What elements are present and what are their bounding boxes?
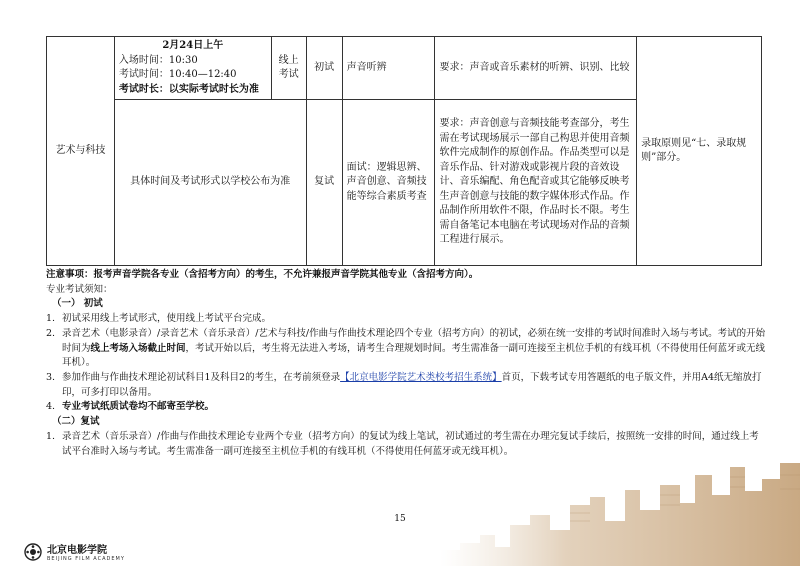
requirement-cell: 要求：声音创意与音频技能考查部分，考生需在考试现场展示一部自己构思并使用音频软件完成制作的原创作品。作品类型可以是音乐作品、针对游戏或影视片段的音效设计、音乐编配、角色配音或其它能够反映考生声音创意与技能的数字媒体形式作品。作品制作所用软件不限，作品时长不限。考生需自备笔记本电脑在考试现场对作品的音频工程进行展示。 [435,100,637,266]
table-row [47,37,762,100]
exam-date: 2月24日上午 [162,40,224,51]
exam-schedule-table [46,36,762,266]
exam-mode-cell: 线上考试 [271,37,306,100]
list-item: 4. 专业考试纸质试卷均不邮寄至学校。 [46,401,215,413]
exam-notes [46,268,766,459]
schedule-cell: 具体时间及考试形式以学校公布为准 [114,100,306,266]
entry-time: 入场时间：10:30 [118,54,198,66]
school-name: 北京电影学院 [47,545,107,556]
list-item: 1. 录音艺术（音乐录音）/作曲与作曲技术理论专业两个专业（招考方向）的复试为线上笔试，初试通过的考生需在办理完复试手续后，按照统一安排的时间，通过线上考试平台准时入场与考试。考生需准备一副可连接至主机位手机的有线耳机（不得使用任何蓝牙或无线耳机）。 [46,430,759,457]
schedule-cell [114,37,271,100]
stage-cell: 初试 [306,37,342,100]
notes-title: 专业考试须知： [46,283,113,295]
campus-skyline-decoration [440,455,800,566]
section-heading: （二）复试 [52,416,100,428]
page-number: 15 [394,514,406,524]
school-name-en: BEIJING FILM ACADEMY [47,556,125,562]
admission-cell: 录取原则见“七、录取规则”部分。 [637,37,762,266]
list-item: 3. 参加作曲与作曲技术理论初试科目1及科目2的考生，在考前须登录【北京电影学院艺术类校考招生系统】首页，下载考试专用答题纸的电子版文件，并用A4纸无缩放打印，可多打印以备用。 [46,372,762,398]
subject-cell: 声音听辨 [342,37,435,100]
list-item: 2. 录音艺术（电影录音）/录音艺术（音乐录音）/艺术与科技/作曲与作曲技术理论四个专业（招考方向）的初试，必须在统一安排的考试时间准时入场与考试。考试的开始时间为线上考场入场截止时间，考试开始以后，考生将无法进入考场，请考生合理规划时间。考生需准备一副可连接至主机位手机的有线耳机（不得使用任何蓝牙或无线耳机）。 [46,327,766,369]
duration-note: 考试时长：以实际考试时长为准 [118,83,259,95]
film-academy-logo-icon [24,543,42,561]
section-heading: （一） 初试 [52,298,103,310]
program-cell: 艺术与科技 [47,37,115,266]
stage-cell: 复试 [306,100,342,266]
footer-logo [24,541,125,562]
list-item: 1. 初试采用线上考试形式，使用线上考试平台完成。 [46,313,272,325]
notes-list [46,312,766,415]
exam-time: 考试时间：10:40—12:40 [118,69,237,80]
notice-text: 注意事项：报考声音学院各专业（含招考方向）的考生，不允许兼报声音学院其他专业（含招考方向）。 [46,269,479,280]
admission-system-link[interactable]: 【北京电影学院艺术类校考招生系统】 [340,372,502,384]
subject-cell: 面试：逻辑思辨、声音创意、音频技能等综合素质考查 [342,100,435,266]
requirement-cell: 要求：声音或音乐素材的听辨、识别、比较 [435,37,637,100]
